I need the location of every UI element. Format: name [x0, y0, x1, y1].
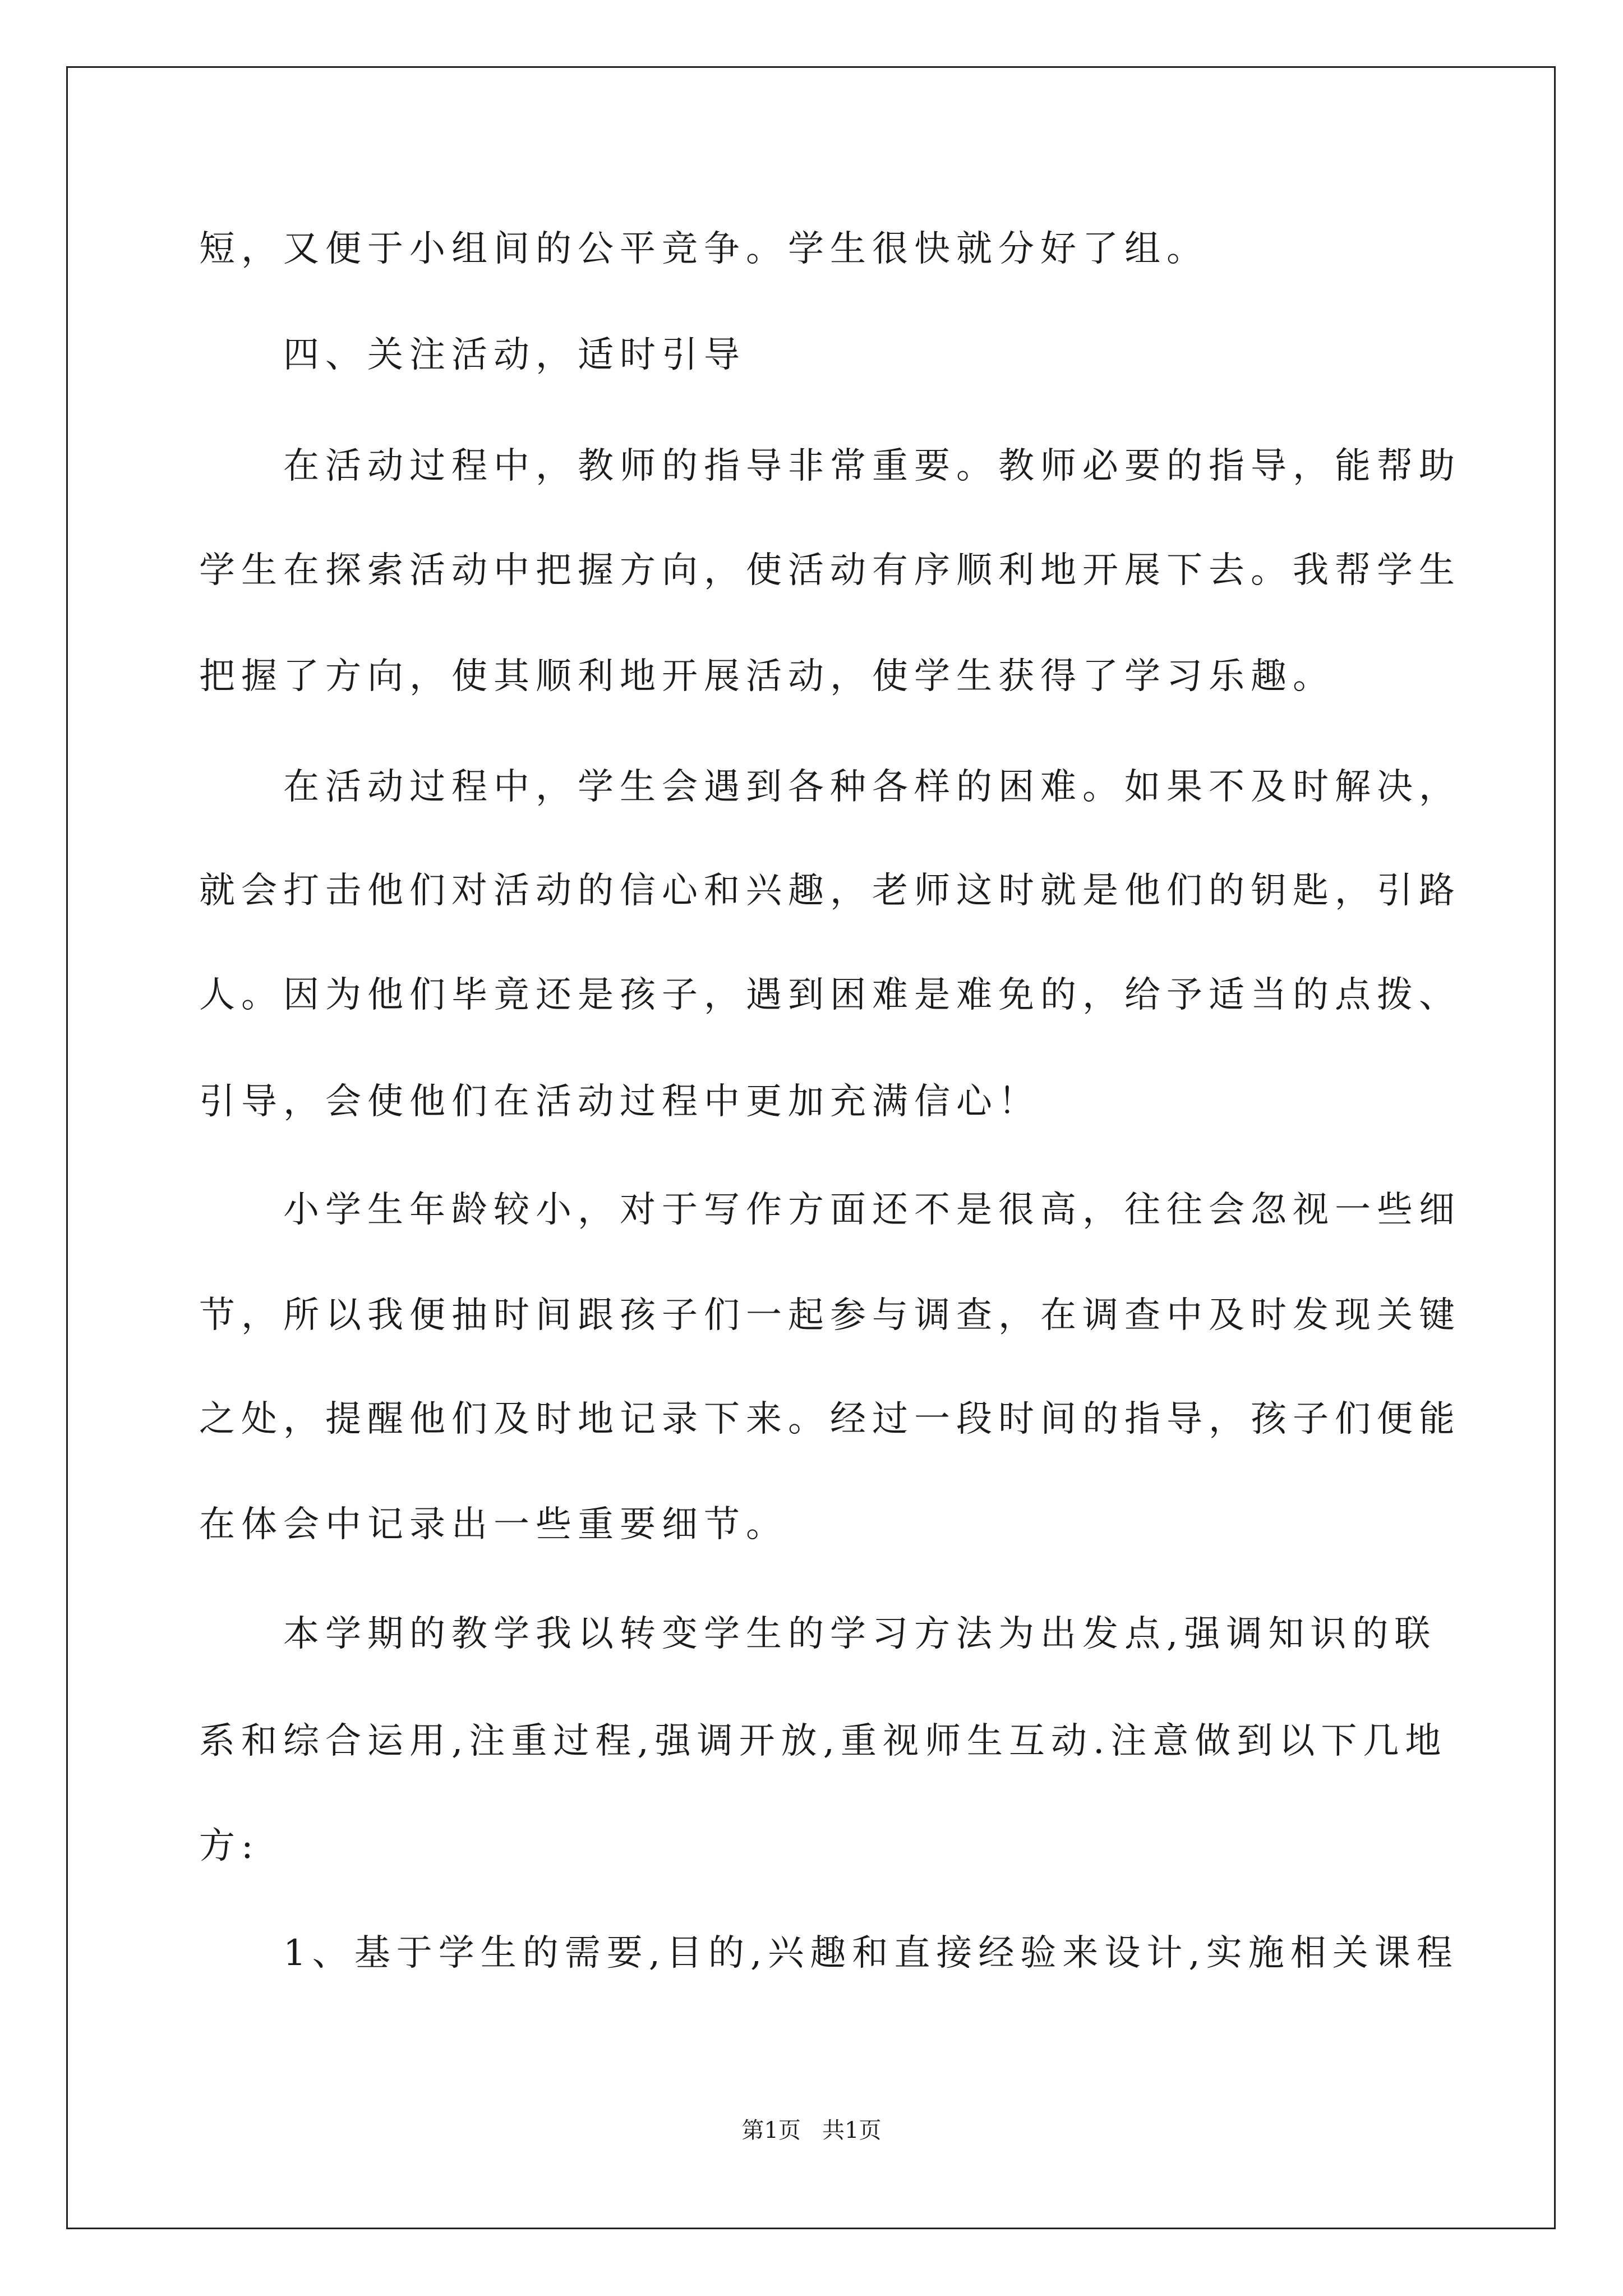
text-line: 短，又便于小组间的公平竞争。学生很快就分好了组。 [199, 228, 1209, 270]
text-line: 引导，会使他们在活动过程中更加充满信心！ [199, 1081, 1040, 1122]
text-line: 在活动过程中，学生会遇到各种各样的困难。如果不及时解决， [283, 766, 1461, 808]
page-number-footer: 第1页 共1页 [741, 2118, 882, 2143]
text-line: 系和综合运用,注重过程,强调开放,重视师生互动.注意做到以下几地 [199, 1720, 1447, 1762]
text-line: 之处，提醒他们及时地记录下来。经过一段时间的指导，孩子们便能 [199, 1398, 1461, 1440]
text-line: 人。因为他们毕竟还是孩子，遇到困难是难免的，给予适当的点拨、 [199, 974, 1461, 1016]
text-line: 就会打击他们对活动的信心和兴趣，老师这时就是他们的钥匙，引路 [199, 870, 1461, 912]
text-line: 在体会中记录出一些重要细节。 [199, 1504, 788, 1545]
text-line: 1、基于学生的需要,目的,兴趣和直接经验来设计,实施相关课程 [283, 1932, 1459, 1974]
text-line: 方: [199, 1825, 260, 1867]
text-line: 小学生年龄较小，对于写作方面还不是很高，往往会忽视一些细 [283, 1189, 1461, 1231]
text-line: 把握了方向，使其顺利地开展活动，使学生获得了学习乐趣。 [199, 656, 1335, 697]
text-line: 节，所以我便抽时间跟孩子们一起参与调查，在调查中及时发现关键 [199, 1295, 1461, 1336]
section-heading: 四、关注活动，适时引导 [283, 334, 746, 376]
text-line: 在活动过程中，教师的指导非常重要。教师必要的指导，能帮助 [283, 445, 1461, 487]
page-border [66, 66, 1556, 2229]
text-line: 本学期的教学我以转变学生的学习方法为出发点,强调知识的联 [283, 1613, 1437, 1655]
text-line: 学生在探索活动中把握方向，使活动有序顺利地开展下去。我帮学生 [199, 550, 1461, 591]
